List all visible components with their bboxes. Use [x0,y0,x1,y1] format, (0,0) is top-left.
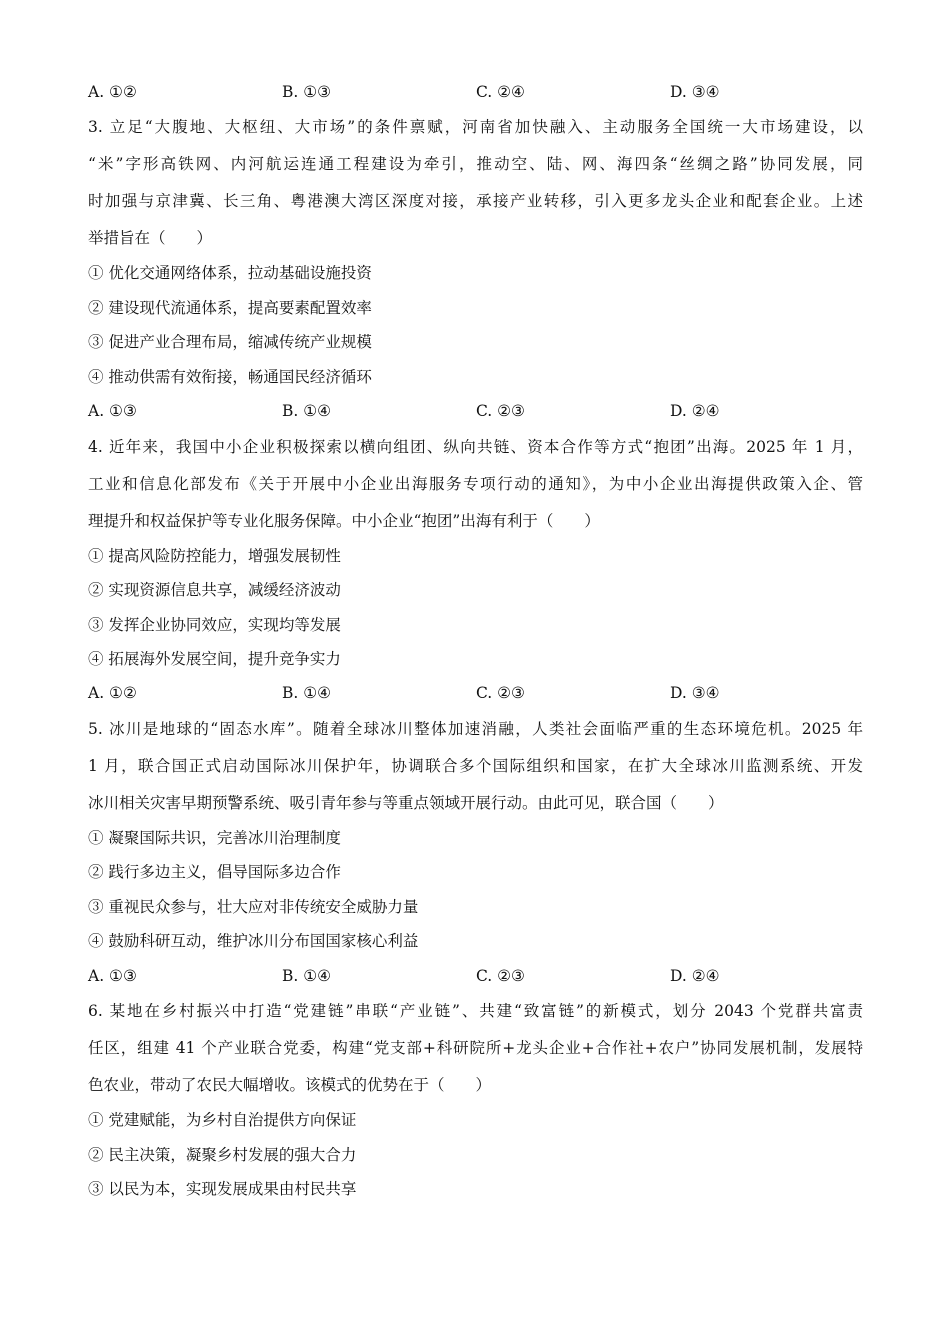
q4-stem-line-1: 4. 近年来，我国中小企业积极探索以横向组团、纵向共链、资本合作等方式“抱团”出海。2025 年 1 月， [88,438,863,456]
q5-item-2: ② 践行多边主义，倡导国际多边合作 [88,863,341,881]
q3-stem-line-3: 时加强与京津冀、长三角、粤港澳大湾区深度对接，承接产业转移，引入更多龙头企业和配套企业。上述 [88,192,863,210]
q3-stem-line-4: 举措旨在（ ） [88,229,213,247]
q3-option-d[interactable]: D. ②④ [670,402,720,420]
q3-item-4: ④ 推动供需有效衔接，畅通国民经济循环 [88,368,372,386]
q2-options [88,82,863,102]
q2-option-a[interactable]: A. ①② [88,83,137,101]
q5-stem-line-1: 5. 冰川是地球的“固态水库”。随着全球冰川整体加速消融，人类社会面临严重的生态环境危机。2025 年 [88,720,863,738]
q6-stem-line-2: 任区，组建 41 个产业联合党委，构建“党支部+科研院所+龙头企业+合作社+农户”协同发展机制，发展特 [88,1039,863,1057]
q2-option-d[interactable]: D. ③④ [670,83,720,101]
q4-option-c[interactable]: C. ②③ [476,684,525,702]
q3-item-1: ① 优化交通网络体系，拉动基础设施投资 [88,264,372,282]
q4-options [88,683,863,703]
q5-option-b[interactable]: B. ①④ [282,967,332,985]
q5-item-3: ③ 重视民众参与，壮大应对非传统安全威胁力量 [88,898,419,916]
q5-item-1: ① 凝聚国际共识，完善冰川治理制度 [88,829,341,847]
q4-item-1: ① 提高风险防控能力，增强发展韧性 [88,547,341,565]
q3-option-a[interactable]: A. ①③ [88,402,137,420]
q3-stem-line-1: 3. 立足“大腹地、大枢纽、大市场”的条件禀赋，河南省加快融入、主动服务全国统一大市场建设，以 [88,118,863,136]
q3-stem-line-2: “米”字形高铁网、内河航运连通工程建设为牵引，推动空、陆、网、海四条“丝绸之路”协同发展，同 [88,155,863,173]
q3-options [88,401,863,421]
q5-item-4: ④ 鼓励科研互动，维护冰川分布国国家核心利益 [88,932,419,950]
q4-item-4: ④ 拓展海外发展空间，提升竞争实力 [88,650,341,668]
q4-item-2: ② 实现资源信息共享，减缓经济波动 [88,581,341,599]
q2-option-b[interactable]: B. ①③ [282,83,332,101]
q6-item-1: ① 党建赋能，为乡村自治提供方向保证 [88,1111,357,1129]
q3-option-c[interactable]: C. ②③ [476,402,525,420]
q4-option-b[interactable]: B. ①④ [282,684,332,702]
q6-stem-line-3: 色农业，带动了农民大幅增收。该模式的优势在于（ ） [88,1076,492,1094]
q5-stem-line-2: 1 月，联合国正式启动国际冰川保护年，协调联合多个国际组织和国家，在扩大全球冰川监测系统、开发 [88,757,863,775]
q5-options [88,966,863,986]
q4-stem-line-2: 工业和信息化部发布《关于开展中小企业出海服务专项行动的通知》，为中小企业出海提供政策入企、管 [88,475,863,493]
q5-option-d[interactable]: D. ②④ [670,967,720,985]
q3-item-2: ② 建设现代流通体系，提高要素配置效率 [88,299,372,317]
q5-option-c[interactable]: C. ②③ [476,967,525,985]
q3-option-b[interactable]: B. ①④ [282,402,332,420]
q4-item-3: ③ 发挥企业协同效应，实现均等发展 [88,616,341,634]
q5-stem-line-3: 冰川相关灾害早期预警系统、吸引青年参与等重点领域开展行动。由此可见，联合国（ ） [88,794,724,812]
q6-item-3: ③ 以民为本，实现发展成果由村民共享 [88,1180,357,1198]
q4-option-a[interactable]: A. ①② [88,684,137,702]
q6-stem-line-1: 6. 某地在乡村振兴中打造“党建链”串联“产业链”、共建“致富链”的新模式，划分 2043 个党群共富责 [88,1002,863,1020]
q4-stem-line-3: 理提升和权益保护等专业化服务保障。中小企业“抱团”出海有利于（ ） [88,512,600,530]
q5-option-a[interactable]: A. ①③ [88,967,137,985]
q4-option-d[interactable]: D. ③④ [670,684,720,702]
q6-item-2: ② 民主决策，凝聚乡村发展的强大合力 [88,1146,357,1164]
q2-option-c[interactable]: C. ②④ [476,83,525,101]
q3-item-3: ③ 促进产业合理布局，缩减传统产业规模 [88,333,372,351]
